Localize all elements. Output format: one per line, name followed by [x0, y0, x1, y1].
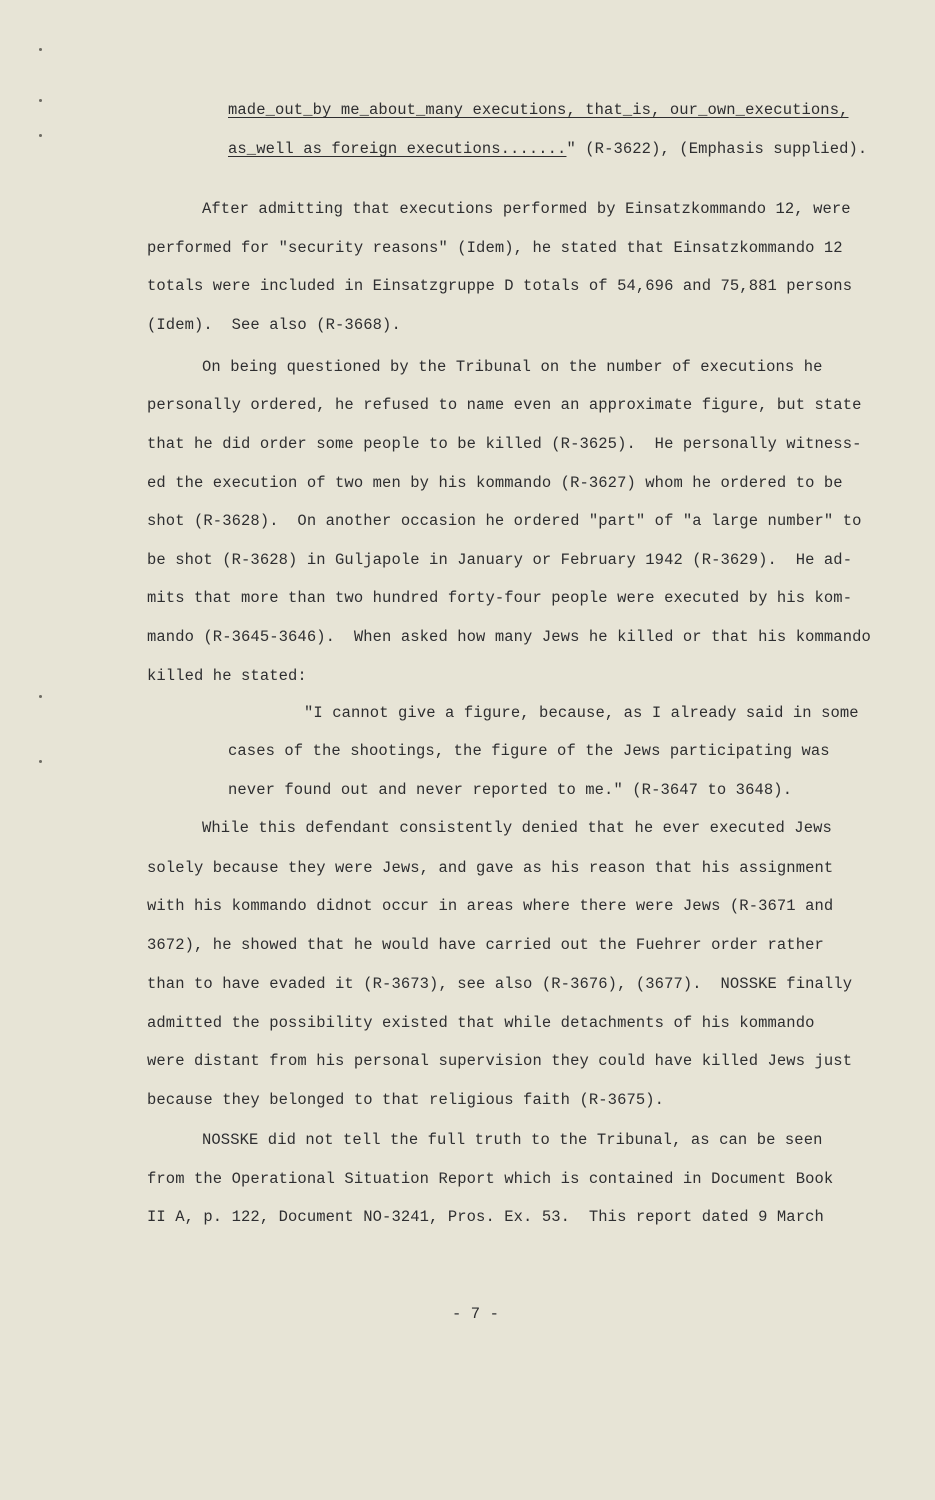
paragraph-line: 3672), he showed that he would have carried out the Fuehrer order rather — [147, 936, 824, 954]
margin-mark — [39, 99, 42, 102]
blockquote-line: cases of the shootings, the figure of the Jews participating was — [228, 742, 830, 760]
paragraph-line: admitted the possibility existed that while detachments of his kommando — [147, 1014, 815, 1032]
citation-text: " (R-3622), (Emphasis supplied). — [566, 140, 868, 158]
margin-mark — [39, 760, 42, 763]
paragraph-line: with his kommando didnot occur in areas where there were Jews (R-3671 and — [147, 897, 834, 915]
paragraph-line: be shot (R-3628) in Guljapole in January or February 1942 (R-3629). He ad- — [147, 551, 853, 569]
paragraph-line: because they belonged to that religious faith (R-3675). — [147, 1091, 665, 1109]
margin-mark — [39, 48, 42, 51]
paragraph-line: After admitting that executions performed by Einsatzkommando 12, were — [202, 200, 851, 218]
paragraph-line: ed the execution of two men by his kommando (R-3627) whom he ordered to be — [147, 474, 843, 492]
margin-mark — [39, 695, 42, 698]
paragraph-line: II A, p. 122, Document NO-3241, Pros. Ex. 53. This report dated 9 March — [147, 1208, 824, 1226]
paragraph-line: that he did order some people to be killed (R-3625). He personally witness- — [147, 435, 862, 453]
paragraph-line: performed for "security reasons" (Idem), he stated that Einsatzkommando 12 — [147, 239, 843, 257]
paragraph-line: killed he stated: — [147, 667, 307, 685]
paragraph-line: While this defendant consistently denied that he ever executed Jews — [202, 819, 832, 837]
margin-mark — [39, 134, 42, 137]
page-number: - 7 - — [452, 1305, 500, 1323]
paragraph-line: mits that more than two hundred forty-four people were executed by his kom- — [147, 589, 853, 607]
quote-line: made_out_by me_about_many executions, that_is, our_own_executions, — [228, 101, 849, 119]
paragraph-line: were distant from his personal supervision they could have killed Jews just — [147, 1052, 853, 1070]
paragraph-line: personally ordered, he refused to name even an approximate figure, but state — [147, 396, 862, 414]
paragraph-line: than to have evaded it (R-3673), see also (R-3676), (3677). NOSSKE finally — [147, 975, 853, 993]
paragraph-line: totals were included in Einsatzgruppe D totals of 54,696 and 75,881 persons — [147, 277, 853, 295]
paragraph-line: (Idem). See also (R-3668). — [147, 316, 401, 334]
underlined-text: as_well as foreign executions....... — [228, 140, 567, 158]
paragraph-line: shot (R-3628). On another occasion he ordered "part" of "a large number" to — [147, 512, 862, 530]
blockquote-line: "I cannot give a figure, because, as I already said in some — [304, 704, 859, 722]
quote-line — [228, 139, 867, 159]
blockquote-line: never found out and never reported to me." (R-3647 to 3648). — [228, 781, 793, 799]
paragraph-line: NOSSKE did not tell the full truth to the Tribunal, as can be seen — [202, 1131, 823, 1149]
paragraph-line: On being questioned by the Tribunal on the number of executions he — [202, 358, 823, 376]
paragraph-line: solely because they were Jews, and gave as his reason that his assignment — [147, 859, 834, 877]
paragraph-line: mando (R-3645-3646). When asked how many Jews he killed or that his kommando — [147, 628, 871, 646]
paragraph-line: from the Operational Situation Report which is contained in Document Book — [147, 1170, 834, 1188]
